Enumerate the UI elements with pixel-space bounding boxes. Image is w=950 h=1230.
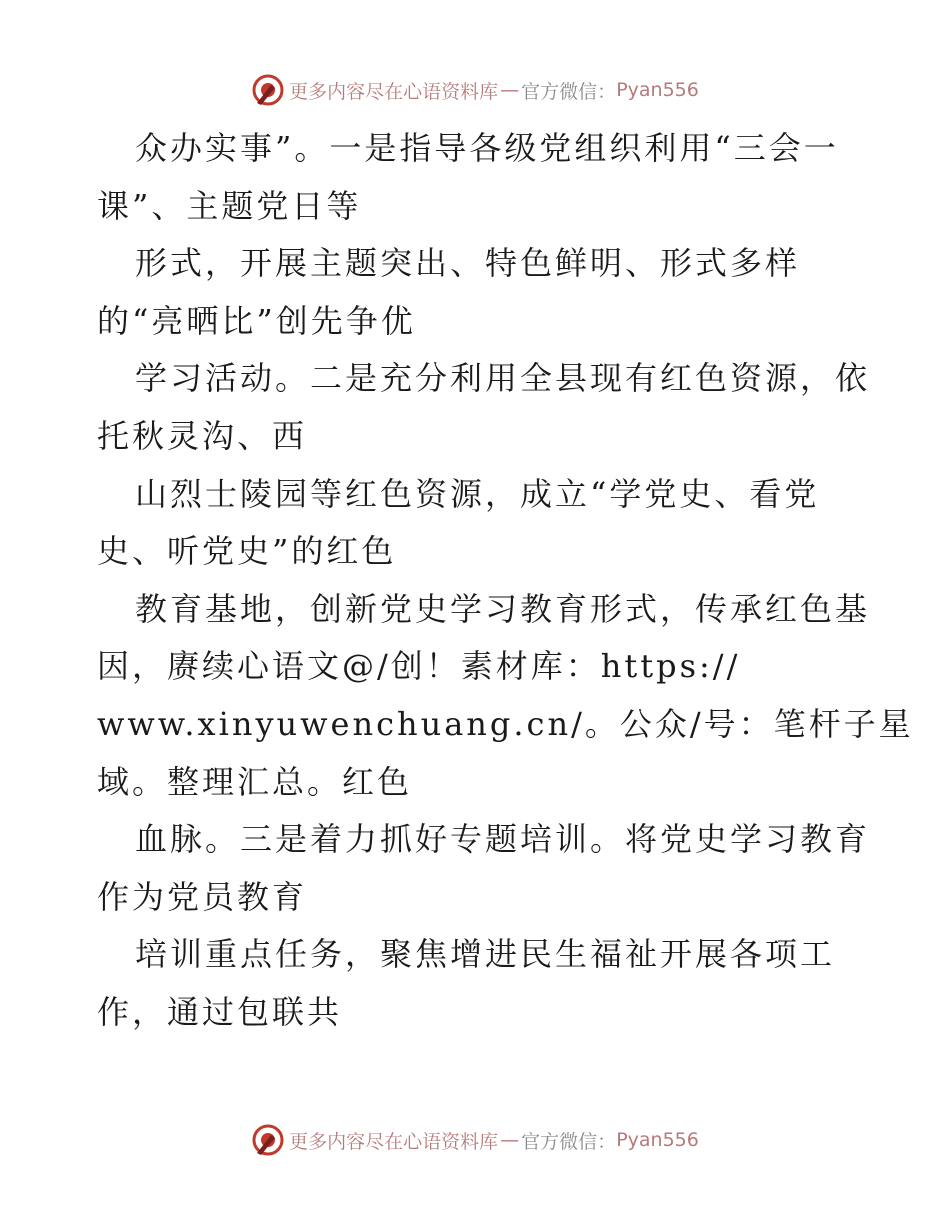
header-wechat-label: 官方微信： xyxy=(521,80,617,103)
text-line: 作为党员教育 xyxy=(97,877,308,916)
footer-watermark-text: 更多内容尽在心语资料库 xyxy=(289,1130,499,1153)
header-separator: — xyxy=(500,79,520,101)
pen-logo-icon xyxy=(251,1123,285,1157)
text-line: 血脉。三是着力抓好专题培训。将党史学习教育 xyxy=(135,820,871,859)
text-line: 培训重点任务，聚焦增进民生福祉开展各项工 xyxy=(135,935,836,974)
text-line: 的“亮晒比”创先争优 xyxy=(97,301,416,340)
text-line: 众办实事”。一是指导各级党组织利用“三会一 xyxy=(135,129,839,167)
pen-logo-icon xyxy=(251,73,285,107)
document-body xyxy=(97,120,914,1042)
text-line: 形式，开展主题突出、特色鲜明、形式多样 xyxy=(135,244,801,283)
page-footer-watermark xyxy=(0,1120,950,1160)
text-line: 山烈士陵园等红色资源，成立“学党史、看党 xyxy=(135,474,820,513)
text-line: 托秋灵沟、西 xyxy=(97,416,308,455)
footer-separator: — xyxy=(500,1129,520,1151)
text-line: 史、听党史”的红色 xyxy=(97,532,397,571)
header-watermark-text: 更多内容尽在心语资料库 xyxy=(289,80,499,103)
text-line: 域。整理汇总。红色 xyxy=(97,762,413,801)
page-header-watermark xyxy=(0,70,950,110)
header-wechat-account: Pyan556 xyxy=(616,79,699,101)
text-line: www.xinyuwenchuang.cn/。公众/号：笔杆子星 xyxy=(97,704,914,743)
text-line: 教育基地，创新党史学习教育形式，传承红色基 xyxy=(135,589,871,628)
text-line: 课”、主题党日等 xyxy=(97,186,362,225)
text-line: 作，通过包联共 xyxy=(97,992,343,1031)
text-line: 因，赓续心语文@/创！素材库：https:// xyxy=(97,647,741,686)
footer-wechat-label: 官方微信： xyxy=(521,1130,617,1153)
footer-wechat-account: Pyan556 xyxy=(616,1129,699,1151)
text-line: 学习活动。二是充分利用全县现有红色资源，依 xyxy=(135,359,871,398)
